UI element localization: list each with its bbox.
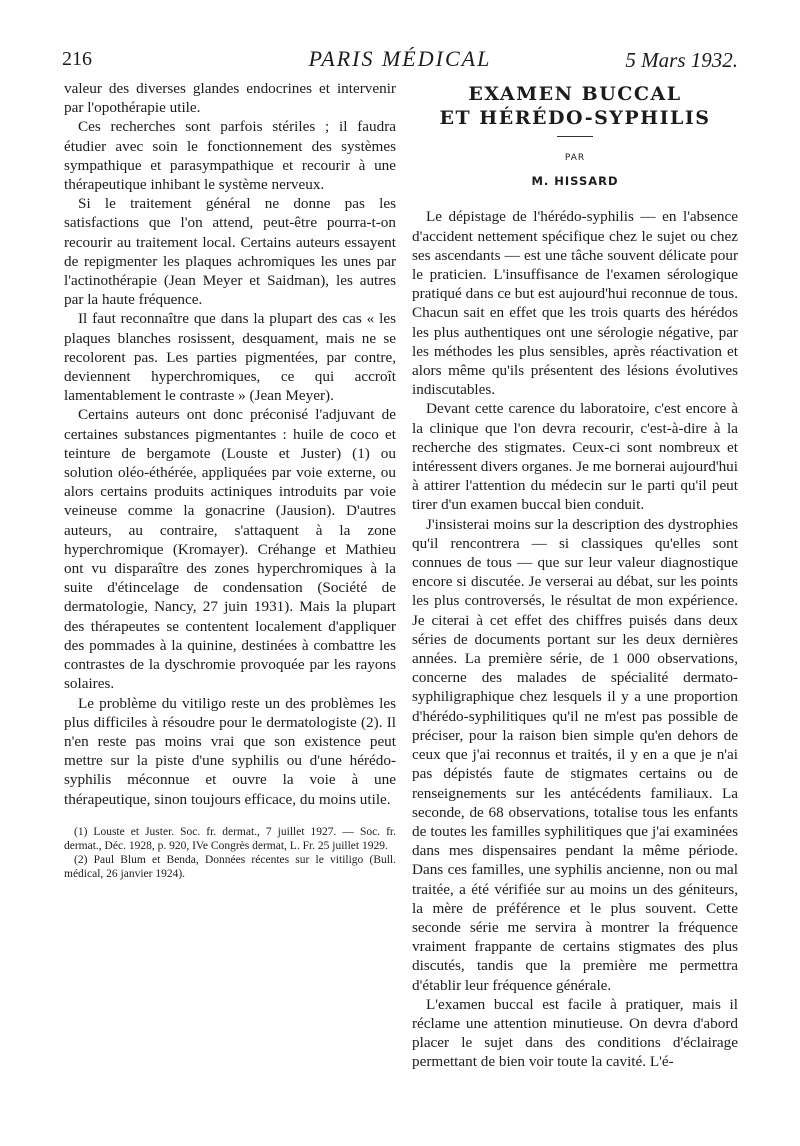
issue-date: 5 Mars 1932. <box>625 48 738 72</box>
paragraph: valeur des diverses glandes endocrines et intervenir par l'opothérapie utile. <box>64 80 396 117</box>
footnotes <box>64 825 396 882</box>
article-title-line-2: ET HÉRÉDO-SYPHILIS <box>439 107 711 129</box>
paragraph: Le dépistage de l'hérédo-syphilis — en l'absence d'accident nettement spécifique chez le sujet ou chez ses ascendants — est une tâche souvent délicate pour le praticien. L'insuffisance de l'examen sérologique pratiqué dans ce but est aujourd'hui reconnue de tous. Chacun sait en effet que les trois quarts des hérédos les plus authentiques ont une sérologie négative, par les méthodes les plus sensibles, après réactivation et alors même qu'ils présentent des lésions évolutives indiscutables. <box>412 208 738 399</box>
footnote: (2) Paul Blum et Benda, Données récentes sur le vitiligo (Bull. médical, 26 janvier 1924). <box>64 854 396 881</box>
paragraph: Ces recherches sont parfois stériles ; il faudra étudier avec soin le fonctionnement des systèmes sympathique et parasympathique et recourir à une thérapeutique inhibant le système nerveux. <box>64 118 396 194</box>
article-title-line-1: EXAMEN BUCCAL <box>468 83 682 105</box>
paragraph: Le problème du vitiligo reste un des problèmes les plus difficiles à résoudre pour le dermatologiste (2). Il n'en reste pas moins vrai que son existence peut mettre sur la piste d'une syphilis ou d'une hérédo-syphilis méconnue et ouvre la voie à une thérapeutique, sinon toujours efficace, du moins utile. <box>64 694 396 808</box>
article-author: M. HISSARD <box>531 174 619 189</box>
left-column <box>64 79 396 882</box>
paragraph: Si le traitement général ne donne pas les satisfactions que l'on attend, peut-être pourra-t-on recourir au traitement local. Certains auteurs essayent de repigmenter les plaques achromiques les unes par l'actinothérapie (Jean Meyer et Saidman), les autres par la haute fréquence. <box>64 195 396 309</box>
page-number: 216 <box>62 48 92 70</box>
footnote: (1) Louste et Juster. Soc. fr. dermat., 7 juillet 1927. — Soc. fr. dermat., Déc. 1928, p. 920, IVe Congrès dermat, L. Fr. 25 juillet 1929. <box>64 825 396 852</box>
paragraph: J'insisterai moins sur la description des dystrophies qu'il rencontrera — si classiques qu'elles sont connues de tous — que sur leur valeur diagnostique encore si discutée. Je verserai au débat, sur les points les plus controversés, le résultat de mon expérience. Je citerai à cet effet des chiffres puisés dans deux séries de documents portant sur les deux dernières années. La première série, de 1 000 observations, concerne des malades de spécialité dermato-syphiligraphique chez lesquels il y a une proportion d'hérédo-syphilitiques qu'il ne m'est pas possible de préciser, pour la raison bien simple qu'en dehors de ceux que j'ai reconnus et traités, il y en a que je n'ai pas dépistés faute de stigmates certains ou de renseignements sur les antécédents familiaux. La seconde, de 68 observations, totalise tous les enfants de toutes les familles syphilitiques que j'ai examinées dans mes dispensaires pendant la même période. Dans ces familles, une syphilis ancienne, non ou mal traitée, a été vérifiée sur au moins un des géniteurs, la mère de préférence et le plus souvent. Cette seconde série me servira à montrer la fréquence vraiment frappante de certains stigmates des plus discutés, tandis que la première me permettra d'établir leur fréquence générale. <box>412 515 738 994</box>
paragraph: L'examen buccal est facile à pratiquer, mais il réclame une attention minutieuse. On devra d'abord placer le sujet dans des conditions d'éclairage permettant de bien voir toute la cavité. L'é- <box>412 995 738 1071</box>
paragraph: Devant cette carence du laboratoire, c'est encore à la clinique que l'on devra recourir, c'est-à-dire à la recherche des stigmates. Ceux-ci sont nombreux et intéressent divers organes. Je me bornerai aujourd'hui à attirer l'attention du médecin sur le parti qu'il peut tirer d'un examen buccal bien conduit. <box>412 400 738 514</box>
journal-title: PARIS MÉDICAL <box>308 46 492 71</box>
paragraph: Il faut reconnaître que dans la plupart des cas « les plaques blanches rosissent, desquament, mais ne se recolorent pas. Les parties pigmentées, par contre, deviennent hyperchromiques, ce qui accroît lamentablement le contraste » (Jean Meyer). <box>64 310 396 405</box>
title-divider <box>557 136 593 137</box>
right-column <box>412 82 738 1072</box>
byline-par: PAR <box>564 153 586 163</box>
running-header <box>62 44 738 76</box>
paragraph: Certains auteurs ont donc préconisé l'adjuvant de certaines substances pigmentantes : huile de coco et teinture de bergamote (Louste et Juster) (1) ou solution oléo-éthérée, appliquées par voie externe, ou alors certains produits actiniques introduits par voie veineuse comme la gonacrine (Jausion). D'autres auteurs, au contraire, s'attaquent à la zone hyperchromique (Kromayer). Créhange et Mathieu ont vu disparaître des zones hyperchromiques à la suite d'étincelage de condensation (Société de dermatologie, Nancy, 27 juin 1931). Mais la plupart des thérapeutes se contentent localement d'appliquer des pommades à la quinine, destinées à combattre les contrastes de la dyschromie provoquée par les rayons solaires. <box>64 406 396 693</box>
